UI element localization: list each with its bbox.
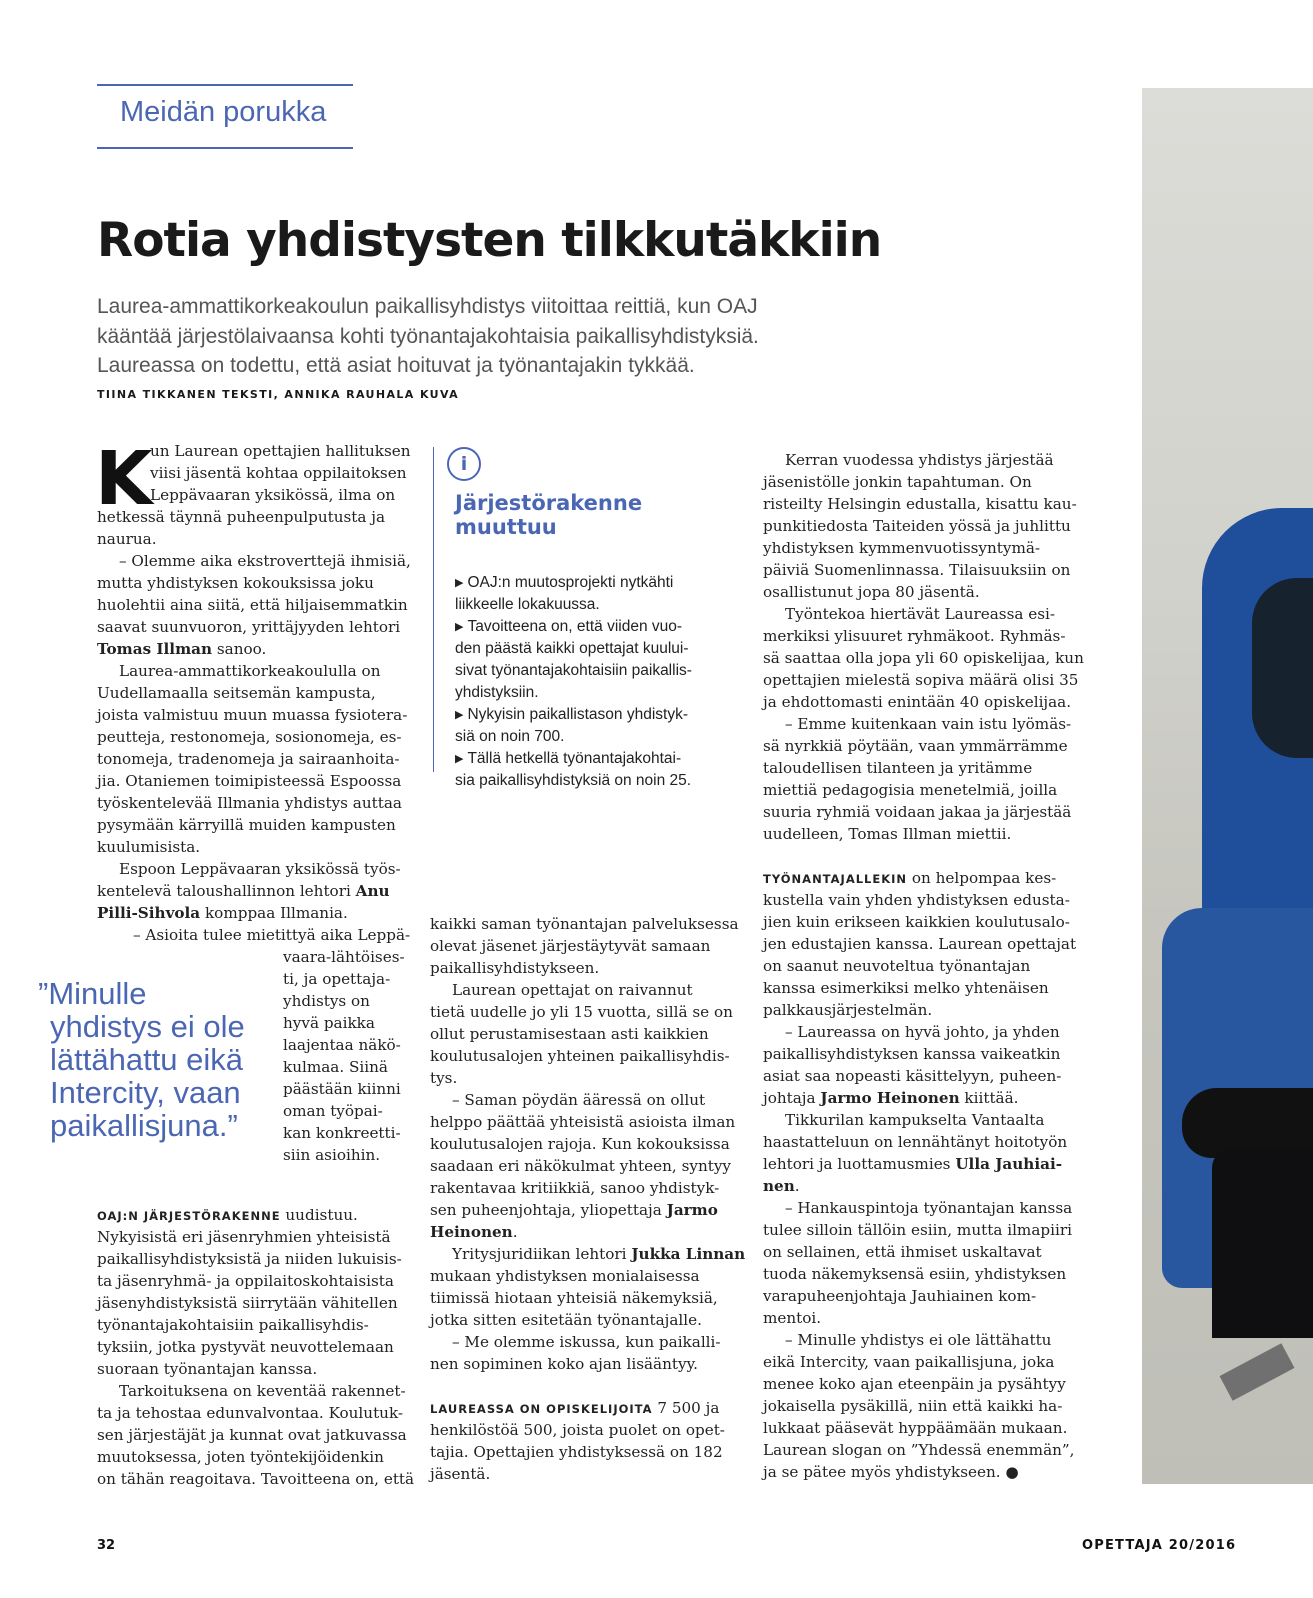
info-item-cont: den päästä kaikki opettajat kuului- <box>455 640 689 657</box>
text-span: on helpompaa kes- <box>907 869 1057 887</box>
run-in-caps: TYÖNANTAJALLEKIN <box>763 872 908 886</box>
text-line: – Asioita tulee mietittyä aika Leppä- <box>133 926 411 944</box>
person-name: Jukka Linnan <box>631 1245 746 1263</box>
text-line: kustella vain yhden yhdistyksen edusta- <box>763 891 1070 909</box>
text-line <box>430 1243 745 1265</box>
text-span: Tällä hetkellä työnantajakohtai- <box>467 750 682 767</box>
section-rule-bottom <box>97 147 353 149</box>
article-photo <box>1142 88 1313 1484</box>
text-line: kuulumisista. <box>97 838 201 856</box>
info-item <box>455 572 692 594</box>
text-line: vaara-lähtöises- <box>283 948 405 966</box>
photo-shape <box>1212 1148 1313 1338</box>
info-item-cont: yhdistyksiin. <box>455 684 539 701</box>
person-name: Anu <box>355 882 390 900</box>
info-item <box>455 748 692 770</box>
text-span: . <box>512 1223 518 1241</box>
text-line: Nykyisistä eri jäsenryhmien yhteisistä <box>97 1228 391 1246</box>
bullet-triangle-icon: ▶ <box>455 753 464 765</box>
text-line: sä saattaa olla jopa yli 60 opiskelijaa, kun <box>763 649 1084 667</box>
text-line: Espoon Leppävaaran yksikössä työs- <box>119 860 401 878</box>
column-1-bottom <box>97 1204 414 1490</box>
text-line: on saanut neuvoteltua työnantajan <box>763 957 1031 975</box>
text-line: – Me olemme iskussa, kun paikalli- <box>452 1333 721 1351</box>
quote-line: yhdistys ei ole <box>50 1009 245 1044</box>
text-span: kentelevä taloushallinnon lehtori <box>97 882 356 900</box>
text-line: hetkessä täynnä puheenpulputusta ja <box>97 508 386 526</box>
text-line: ollut perustamisestaan asti kaikkien <box>430 1025 709 1043</box>
text-line <box>97 1204 414 1226</box>
text-span: komppaa Illmania. <box>200 904 348 922</box>
text-line: haastatteluun on lennähtänyt hoitotyön <box>763 1133 1068 1151</box>
info-item-cont: sivat työnantajakohtaisiin paikallis- <box>455 662 692 679</box>
text-span: ja se pätee myös yhdistykseen. <box>763 1463 1001 1481</box>
person-name: Jarmo <box>666 1201 718 1219</box>
text-line: jäsentä. <box>430 1465 491 1483</box>
text-line: lukkaat pääsevät hyppäämään mukaan. <box>763 1419 1068 1437</box>
text-line: kan konkreetti- <box>283 1124 401 1142</box>
text-line: paikallisyhdistykseen. <box>430 959 600 977</box>
text-line: taloudellisen tilanteen ja yritämme <box>763 759 1033 777</box>
text-span: johtaja <box>763 1089 821 1107</box>
quote-line: ”Minulle <box>38 976 147 1011</box>
text-line: – Emme kuitenkaan vain istu lyömäs- <box>785 715 1072 733</box>
text-line: saadaan eri näkökulmat yhteen, syntyy <box>430 1157 731 1175</box>
text-line: tyksiin, jotka pystyvät neuvottelemaan <box>97 1338 394 1356</box>
text-line: työskentelevää Illmania yhdistys auttaa <box>97 794 402 812</box>
text-line: yhdistyksen kymmenvuotissyntymä- <box>763 539 1041 557</box>
text-line <box>763 1175 1084 1197</box>
text-line: Kerran vuodessa yhdistys järjestää <box>785 451 1054 469</box>
text-line: tajia. Opettajien yhdistyksessä on 182 <box>430 1443 723 1461</box>
text-line: siin asioihin. <box>283 1146 381 1164</box>
quote-line: paikallisjuna.” <box>50 1108 238 1143</box>
text-line: naurua. <box>97 530 157 548</box>
person-name: Tomas Illman <box>97 640 213 658</box>
text-line: tuoda näkemyksensä esiin, yhdistyksen <box>763 1265 1067 1283</box>
column-3 <box>763 449 1084 1483</box>
text-line: koulutusalojen yhteinen paikallisyhdis- <box>430 1047 730 1065</box>
info-icon: i <box>447 447 481 481</box>
byline: TIINA TIKKANEN TEKSTI, ANNIKA RAUHALA KUVA <box>97 388 460 401</box>
info-item-cont: siä on noin 700. <box>455 728 565 745</box>
text-line: Laurea-ammattikorkeakoululla on <box>119 662 381 680</box>
text-line: nen sopiminen koko ajan lisääntyy. <box>430 1355 698 1373</box>
text-line: paikallisyhdistyksistä ja niiden lukuisis- <box>97 1250 402 1268</box>
text-line: – Saman pöydän ääressä on ollut <box>452 1091 706 1109</box>
text-line: oman työpai- <box>283 1102 383 1120</box>
pull-quote <box>38 977 268 1142</box>
text-line: jäsenyhdistyksistä siirrytään vähitellen <box>97 1294 398 1312</box>
text-line: muutoksessa, joten työntekijöidenkin <box>97 1448 384 1466</box>
text-line: opettajien mielestä sopiva määrä olisi 35 <box>763 671 1079 689</box>
text-span: Yritysjuridiikan lehtori <box>452 1245 632 1263</box>
column-1-top <box>150 440 411 506</box>
text-span: Tavoitteena on, että viiden vuo- <box>467 618 683 635</box>
text-line <box>430 1199 745 1221</box>
page-number: 32 <box>97 1538 116 1553</box>
blank-line <box>763 845 1084 867</box>
text-line: ta ja tehostaa edunvalvontaa. Koulutuk- <box>97 1404 404 1422</box>
text-line: mentoi. <box>763 1309 822 1327</box>
text-line <box>763 1087 1084 1109</box>
text-line: tys. <box>430 1069 458 1087</box>
text-line: päästään kiinni <box>283 1080 401 1098</box>
text-line: tiimissä hiotaan yhteisiä näkemyksiä, <box>430 1289 718 1307</box>
photo-shape <box>1220 1343 1295 1401</box>
section-rule-top <box>97 84 353 86</box>
text-line: kaikki saman työnantajan palveluksessa <box>430 915 739 933</box>
lead-line: Laurea-ammattikorkeakoulun paikallisyhdistys viitoittaa reittiä, kun OAJ <box>97 295 758 318</box>
text-line: huolehtii aina siitä, että hiljaisemmatkin <box>97 596 408 614</box>
text-line: helppo päättää yhteisistä asioista ilman <box>430 1113 736 1131</box>
text-line: kanssa esimerkiksi melko yhtenäisen <box>763 979 1049 997</box>
info-box-title <box>455 491 642 539</box>
text-line: un Laurean opettajien hallituksen <box>150 442 411 460</box>
info-title-line: muuttuu <box>455 515 557 539</box>
blank-line <box>430 1375 745 1397</box>
text-line: Tikkurilan kampukselta Vantaalta <box>785 1111 1045 1129</box>
text-span: OAJ:n muutosprojekti nytkähti <box>467 574 674 591</box>
text-line: – Olemme aika ekstroverttejä ihmisiä, <box>119 552 411 570</box>
bullet-triangle-icon: ▶ <box>455 709 464 721</box>
lead-line: Laureassa on todettu, että asiat hoituvat ja työnantajakin tykkää. <box>97 354 695 377</box>
bullet-triangle-icon: ▶ <box>455 621 464 633</box>
text-line: sä nyrkkiä pöytään, vaan ymmärrämme <box>763 737 1068 755</box>
column-2 <box>430 913 745 1485</box>
info-title-line: Järjestörakenne <box>455 491 643 515</box>
text-line: varapuheenjohtaja Jauhiainen kom- <box>763 1287 1037 1305</box>
end-mark-icon: ● <box>1005 1463 1019 1481</box>
text-line: yhdistys on <box>283 992 370 1010</box>
text-line: joista valmistuu muun muassa fysiotera- <box>97 706 408 724</box>
text-line: mukaan yhdistyksen monialaisessa <box>430 1267 700 1285</box>
text-line: koulutusalojen rajoja. Kun kokouksissa <box>430 1135 730 1153</box>
text-line <box>97 902 411 924</box>
text-span: sen puheenjohtaja, yliopettaja <box>430 1201 667 1219</box>
text-line: Leppävaaran yksikössä, ilma on <box>150 486 396 504</box>
text-span: . <box>794 1177 800 1195</box>
info-item <box>455 616 692 638</box>
text-line: osallistunut jopa 80 jäsentä. <box>763 583 980 601</box>
text-line: Uudellamaalla seitsemän kampusta, <box>97 684 376 702</box>
text-line: paikallisyhdistyksen kanssa vaikeatkin <box>763 1045 1061 1063</box>
text-line: ti, ja opettaja- <box>283 970 391 988</box>
info-item-cont: liikkeelle lokakuussa. <box>455 596 600 613</box>
person-name: Pilli-Sihvola <box>97 904 201 922</box>
text-line <box>97 880 411 902</box>
text-line: jen edustajien kanssa. Laurean opettajat <box>763 935 1077 953</box>
headline: Rotia yhdistysten tilkkutäkkiin <box>97 213 882 268</box>
info-item <box>455 704 692 726</box>
text-line: ja ehdottomasti enintään 40 opiskelijaa. <box>763 693 1072 711</box>
text-line <box>763 1153 1084 1175</box>
text-line: päiviä Suomenlinnassa. Tilaisuuksiin on <box>763 561 1071 579</box>
text-line: saavat suunvuoron, yrittäjyyden lehtori <box>97 618 401 636</box>
text-line: jäsenistölle jonkin tapahtuman. On <box>763 473 1032 491</box>
person-name: Ulla Jauhiai- <box>955 1155 1063 1173</box>
text-line <box>430 1397 745 1419</box>
text-line: Laurean opettajat on raivannut <box>452 981 693 999</box>
text-span: Nykyisin paikallistason yhdistyk- <box>467 706 688 723</box>
quote-line: Intercity, vaan <box>50 1075 241 1110</box>
text-line: mutta yhdistyksen kokouksissa joku <box>97 574 374 592</box>
text-line: jotka sitten esitetään työnantajalle. <box>430 1311 702 1329</box>
drop-cap: K <box>95 436 153 522</box>
run-in-caps: OAJ:N JÄRJESTÖRAKENNE <box>97 1209 281 1223</box>
magazine-issue: OPETTAJA 20/2016 <box>1082 1538 1237 1553</box>
lead-paragraph <box>97 292 857 381</box>
text-span: 7 500 ja <box>652 1399 720 1417</box>
text-line: uudelleen, Tomas Illman miettii. <box>763 825 1012 843</box>
person-name: Jarmo Heinonen <box>820 1089 960 1107</box>
lead-line: kääntää järjestölaivaansa kohti työnantajakohtaisia paikallisyhdistyksiä. <box>97 324 759 348</box>
text-line: sen järjestäjät ja kunnat ovat jatkuvassa <box>97 1426 407 1444</box>
text-line: risteilty Helsingin edustalla, kisattu kau- <box>763 495 1077 513</box>
text-line: Laurean slogan on ”Yhdessä enemmän”, <box>763 1441 1075 1459</box>
text-line: viisi jäsentä kohtaa oppilaitoksen <box>150 464 407 482</box>
info-list <box>455 572 692 792</box>
text-line: Tarkoituksena on keventää rakennet- <box>119 1382 406 1400</box>
text-line: miettiä pedagogisia menetelmiä, joilla <box>763 781 1058 799</box>
text-line: asiat saa nopeasti käsittelyyn, puheen- <box>763 1067 1062 1085</box>
column-1-narrow <box>283 946 405 1166</box>
text-line: menee koko ajan eteenpäin ja pysähtyy <box>763 1375 1066 1393</box>
text-line: laajentaa näkö- <box>283 1036 401 1054</box>
text-line <box>430 1221 745 1243</box>
text-line <box>763 1461 1084 1483</box>
text-line: merkiksi ylisuuret ryhmäkoot. Ryhmäs- <box>763 627 1066 645</box>
run-in-caps: LAUREASSA ON OPISKELIJOITA <box>430 1402 653 1416</box>
text-line: jokaisella pysäkillä, niin että kaikki ha- <box>763 1397 1063 1415</box>
text-line: jien kuin erikseen kaikkien koulutusalo- <box>763 913 1070 931</box>
text-line: Työntekoa hiertävät Laureassa esi- <box>785 605 1056 623</box>
text-line: hyvä paikka <box>283 1014 375 1032</box>
text-line: on tähän reagoitava. Tavoitteena on, että <box>97 1470 415 1488</box>
text-line: suuria ryhmiä voidaan jakaa ja järjestää <box>763 803 1072 821</box>
text-line: pysymään kärryillä muiden kampusten <box>97 816 396 834</box>
info-box-rule <box>433 447 434 772</box>
section-label: Meidän porukka <box>120 96 327 128</box>
text-line: tonomeja, tradenomeja ja sairaanhoita- <box>97 750 400 768</box>
text-line: työnantajakohtaisiin paikallisyhdis- <box>97 1316 369 1334</box>
text-line: ta jäsenryhmä- ja oppilaitoskohtaisista <box>97 1272 394 1290</box>
text-line: tietä uudelle jo yli 15 vuotta, sillä se on <box>430 1003 733 1021</box>
text-line: suoraan työnantajan kanssa. <box>97 1360 318 1378</box>
text-line: eikä Intercity, vaan paikallisjuna, joka <box>763 1353 1055 1371</box>
text-line: peutteja, restonomeja, sosionomeja, es- <box>97 728 402 746</box>
info-item-cont: sia paikallisyhdistyksiä on noin 25. <box>455 772 692 789</box>
text-line: – Laureassa on hyvä johto, ja yhden <box>785 1023 1060 1041</box>
text-span: uudistuu. <box>280 1206 358 1224</box>
text-span: sanoo. <box>212 640 267 658</box>
bullet-triangle-icon: ▶ <box>455 577 464 589</box>
text-line: kulmaa. Siinä <box>283 1058 388 1076</box>
text-line: – Hankauspintoja työnantajan kanssa <box>785 1199 1073 1217</box>
photo-shape <box>1252 578 1313 758</box>
text-line: palkkausjärjestelmän. <box>763 1001 933 1019</box>
text-line: punkitiedosta Taiteiden yössä ja juhlittu <box>763 517 1071 535</box>
person-name: nen <box>763 1177 795 1195</box>
text-line <box>763 867 1084 889</box>
text-line: tulee silloin tällöin esiin, mutta ilmapiiri <box>763 1221 1072 1239</box>
text-line: jia. Otaniemen toimipisteessä Espoossa <box>97 772 402 790</box>
text-line: olevat jäsenet järjestäytyvät samaan <box>430 937 711 955</box>
text-line: on sellainen, että ihmiset uskaltavat <box>763 1243 1042 1261</box>
quote-line: lättähattu eikä <box>50 1042 244 1077</box>
text-line: henkilöstöä 500, joista puolet on opet- <box>430 1421 725 1439</box>
text-span: kiittää. <box>959 1089 1019 1107</box>
column-1 <box>97 506 411 946</box>
person-name: Heinonen <box>430 1223 513 1241</box>
text-line <box>97 638 411 660</box>
text-line: – Minulle yhdistys ei ole lättähattu <box>785 1331 1052 1349</box>
text-span: lehtori ja luottamusmies <box>763 1155 956 1173</box>
text-line: rakentavaa kritiikkiä, sanoo yhdistyk- <box>430 1179 720 1197</box>
